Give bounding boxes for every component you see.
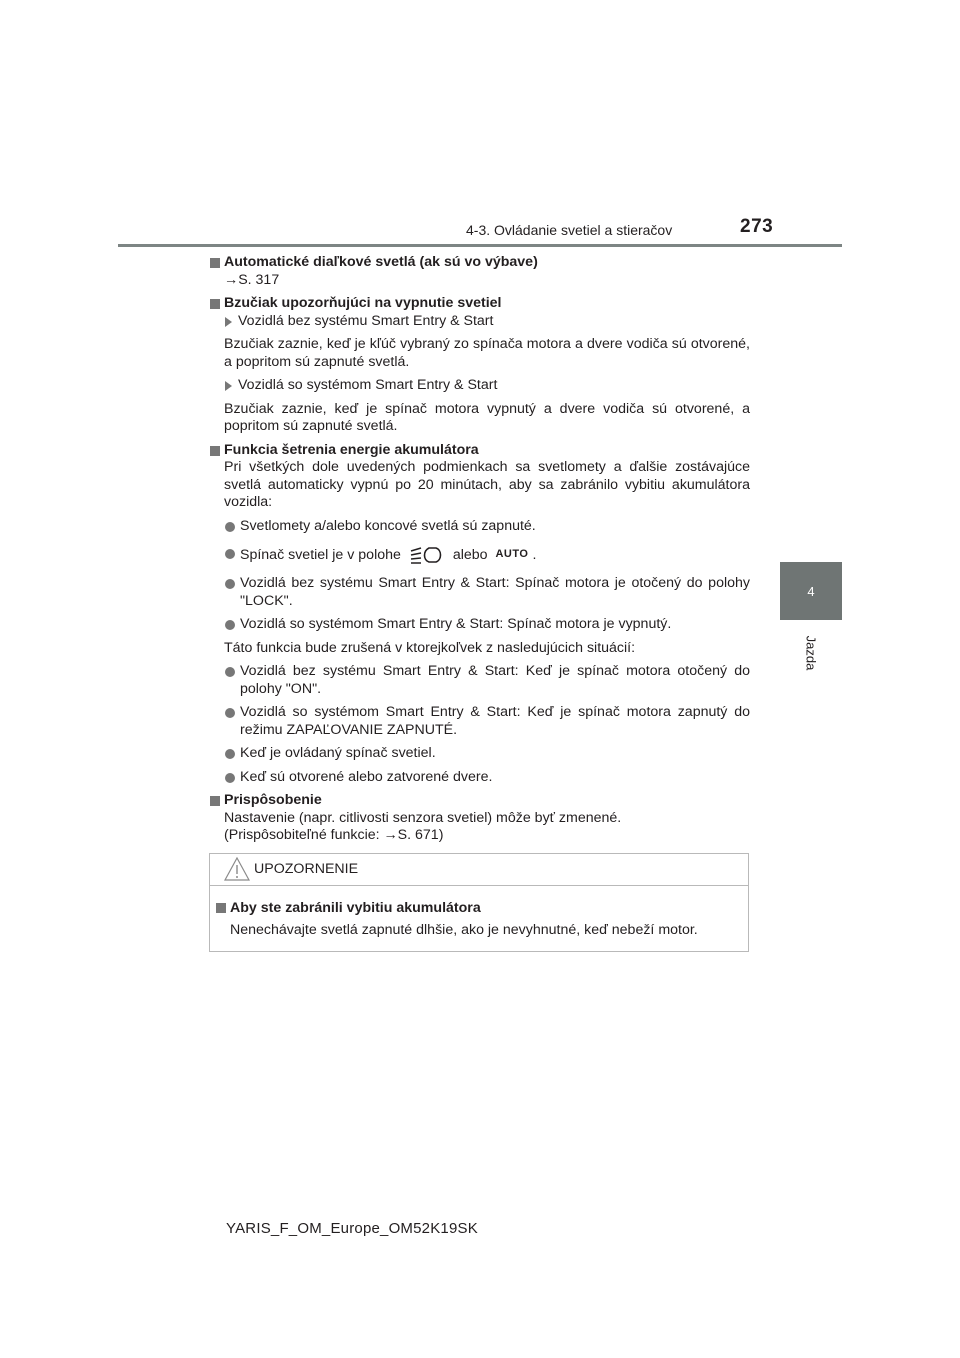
round-bullet-icon [225, 667, 235, 677]
caution-text: Nenechávajte svetlá zapnuté dlhšie, ako je nevyhnutné, keď nebeží motor. [230, 922, 698, 938]
list-item: Vozidlá bez systému Smart Entry & Start: Keď je spínač motora otočený do polohy "ON". [210, 663, 750, 698]
caution-box [209, 853, 749, 952]
page-reference: →S. 317 [224, 271, 280, 288]
auto-icon: AUTO [495, 548, 529, 561]
chapter-tab [780, 562, 842, 620]
round-bullet-icon [225, 773, 235, 783]
chapter-number: 4 [807, 583, 815, 599]
paragraph: Nastavenie (napr. citlivosti senzora svetiel) môže byť zmenené. (Prispôsobiteľné funkcie: →S. 671) [224, 809, 622, 843]
list-item: Svetlomety a/alebo koncové svetlá sú zapnuté. [210, 518, 750, 536]
round-bullet-icon [225, 749, 235, 759]
paragraph: Bzučiak zaznie, keď je spínač motora vypnutý a dvere vodiča sú otvorené, a popritom sú zapnuté svetlá. [224, 400, 750, 434]
caution-heading: Aby ste zabránili vybitiu akumulátora [216, 899, 734, 918]
list-item: Keď je ovládaný spínač svetiel. [210, 745, 750, 763]
caution-title: UPOZORNENIE [254, 861, 359, 877]
round-bullet-icon [225, 549, 235, 559]
square-bullet-icon [210, 796, 220, 806]
page-number: 273 [740, 216, 774, 237]
list-item: Vozidlá bez systému Smart Entry & Start: Spínač motora je otočený do polohy "LOCK". [210, 575, 750, 610]
square-bullet-icon [216, 903, 226, 913]
footer-doc-id: YARIS_F_OM_Europe_OM52K19SK [226, 1220, 478, 1237]
triangle-bullet-icon [225, 381, 232, 391]
section-heading: Prispôsobenie [210, 792, 750, 810]
round-bullet-icon [225, 579, 235, 589]
list-item: Vozidlá so systémom Smart Entry & Start: Spínač motora je vypnutý. [210, 616, 750, 634]
caution-header [210, 854, 748, 886]
round-bullet-icon [225, 620, 235, 630]
list-item: Vozidlá so systémom Smart Entry & Start: Keď je spínač motora zapnutý do režimu ZAPAĽOVANIE ZAPNUTÉ. [210, 704, 750, 739]
paragraph: Pri všetkých dole uvedených podmienkach sa svetlomety a ďalšie zostávajúce svetlá automaticky vypnú po 20 minútach, aby sa zabránilo vybitiu akumulátora vozidla: [224, 459, 750, 510]
square-bullet-icon [210, 446, 220, 456]
paragraph: Bzučiak zaznie, keď je kľúč vybraný zo spínača motora a dvere vodiča sú otvorené, a popritom sú zapnuté svetlá. [224, 336, 750, 370]
chapter-label: Jazda [803, 635, 819, 671]
sub-heading: Vozidlá so systémom Smart Entry & Start [210, 377, 750, 395]
paragraph: Táto funkcia bude zrušená v ktorejkoľvek z nasledujúcich situácií: [224, 639, 636, 656]
section-heading: Automatické diaľkové svetlá (ak sú vo výbave) [210, 254, 750, 272]
caution-body [210, 886, 748, 940]
headlight-icon [409, 545, 445, 565]
triangle-bullet-icon [225, 317, 232, 327]
square-bullet-icon [210, 299, 220, 309]
round-bullet-icon [225, 522, 235, 532]
section-heading: Funkcia šetrenia energie akumulátora [210, 442, 750, 460]
header-section-title: 4-3. Ovládanie svetiel a stieračov [466, 222, 673, 238]
sub-heading: Vozidlá bez systému Smart Entry & Start [210, 313, 750, 331]
list-item: Spínač svetiel je v polohe alebo AUTO . [210, 545, 750, 565]
square-bullet-icon [210, 258, 220, 268]
list-item: Keď sú otvorené alebo zatvorené dvere. [210, 769, 750, 787]
main-content [210, 254, 750, 845]
warning-icon [224, 857, 250, 881]
header-rule [118, 244, 842, 247]
round-bullet-icon [225, 708, 235, 718]
section-heading: Bzučiak upozorňujúci na vypnutie svetiel [210, 295, 750, 313]
